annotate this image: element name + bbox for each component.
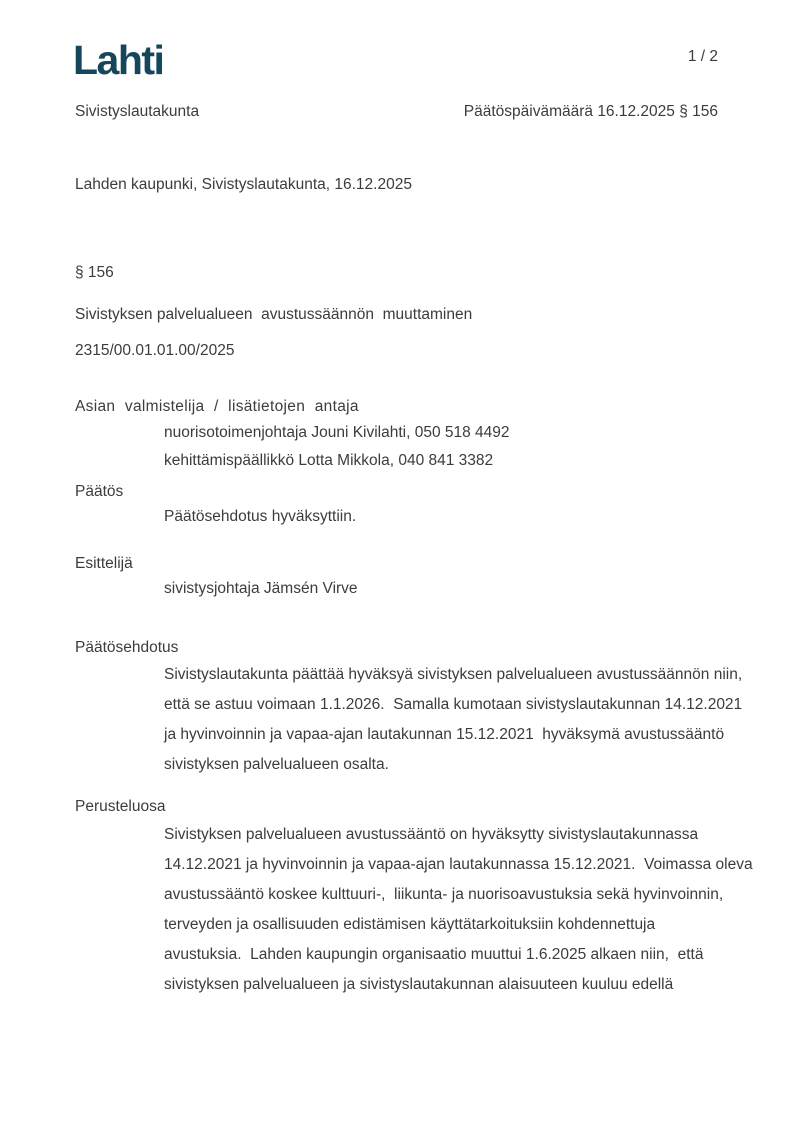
paragraph-line: 14.12.2021 ja hyvinvoinnin ja vapaa-ajan lautakunnassa 15.12.2021. Voimassa oleva (164, 856, 753, 873)
section-body-preparer (164, 419, 510, 475)
paragraph-line: ja hyvinvoinnin ja vapaa-ajan lautakunnan 15.12.2021 hyväksymä avustussääntö (164, 726, 725, 743)
section-heading-preparer: Asian valmistelija / lisätietojen antaja (75, 398, 359, 415)
page-number: 1 / 2 (687, 48, 718, 65)
paragraph-line: että se astuu voimaan 1.1.2026. Samalla kumotaan sivistyslautakunnan 14.12.2021 (164, 696, 743, 713)
paragraph-line: kehittämispäällikkö Lotta Mikkola, 040 841 3382 (164, 452, 494, 469)
section-heading-decision: Päätös (75, 483, 124, 500)
committee-name: Sivistyslautakunta (75, 103, 200, 120)
lahti-logo: Lahti (73, 37, 164, 83)
paragraph-line: avustuksia. Lahden kaupungin organisaatio muuttui 1.6.2025 alkaen niin, että (164, 946, 704, 963)
section-number: § 156 (75, 264, 114, 281)
section-body-decision-proposal (164, 660, 742, 780)
document-title: Sivistyksen palvelualueen avustussäännön muuttaminen (75, 306, 473, 323)
section-heading-presenter: Esittelijä (75, 555, 133, 572)
document-header (75, 103, 718, 121)
decision-date-label: Päätöspäivämäärä 16.12.2025 § 156 (463, 103, 718, 120)
paragraph-line: nuorisotoimenjohtaja Jouni Kivilahti, 050 518 4492 (164, 424, 510, 441)
paragraph-line: Sivistyslautakunta päättää hyväksyä sivistyksen palvelualueen avustussäännön niin, (164, 666, 743, 683)
paragraph-line: sivistyksen palvelualueen ja sivistyslautakunnan alaisuuteen kuuluu edellä (164, 976, 674, 993)
paragraph-line: Päätösehdotus hyväksyttiin. (164, 508, 357, 525)
paragraph-line: sivistyksen palvelualueen osalta. (164, 756, 389, 773)
paragraph-line: avustussääntö koskee kulttuuri-, liikunta- ja nuorisoavustuksia sekä hyvinvoinnin, (164, 886, 724, 903)
paragraph-line: terveyden ja osallisuuden edistämisen käyttätarkoituksiin kohdennettuja (164, 916, 656, 933)
paragraph-line: sivistysjohtaja Jämsén Virve (164, 580, 358, 597)
section-heading-rationale: Perusteluosa (75, 798, 166, 815)
section-body-presenter (164, 575, 358, 603)
paragraph-line: Sivistyksen palvelualueen avustussääntö on hyväksytty sivistyslautakunnassa (164, 826, 699, 843)
section-heading-decision-proposal: Päätösehdotus (75, 639, 179, 656)
section-body-rationale (164, 820, 753, 1000)
diary-number: 2315/00.01.01.00/2025 (75, 342, 235, 359)
org-line: Lahden kaupunki, Sivistyslautakunta, 16.12.2025 (75, 176, 412, 193)
section-body-decision (164, 503, 356, 531)
